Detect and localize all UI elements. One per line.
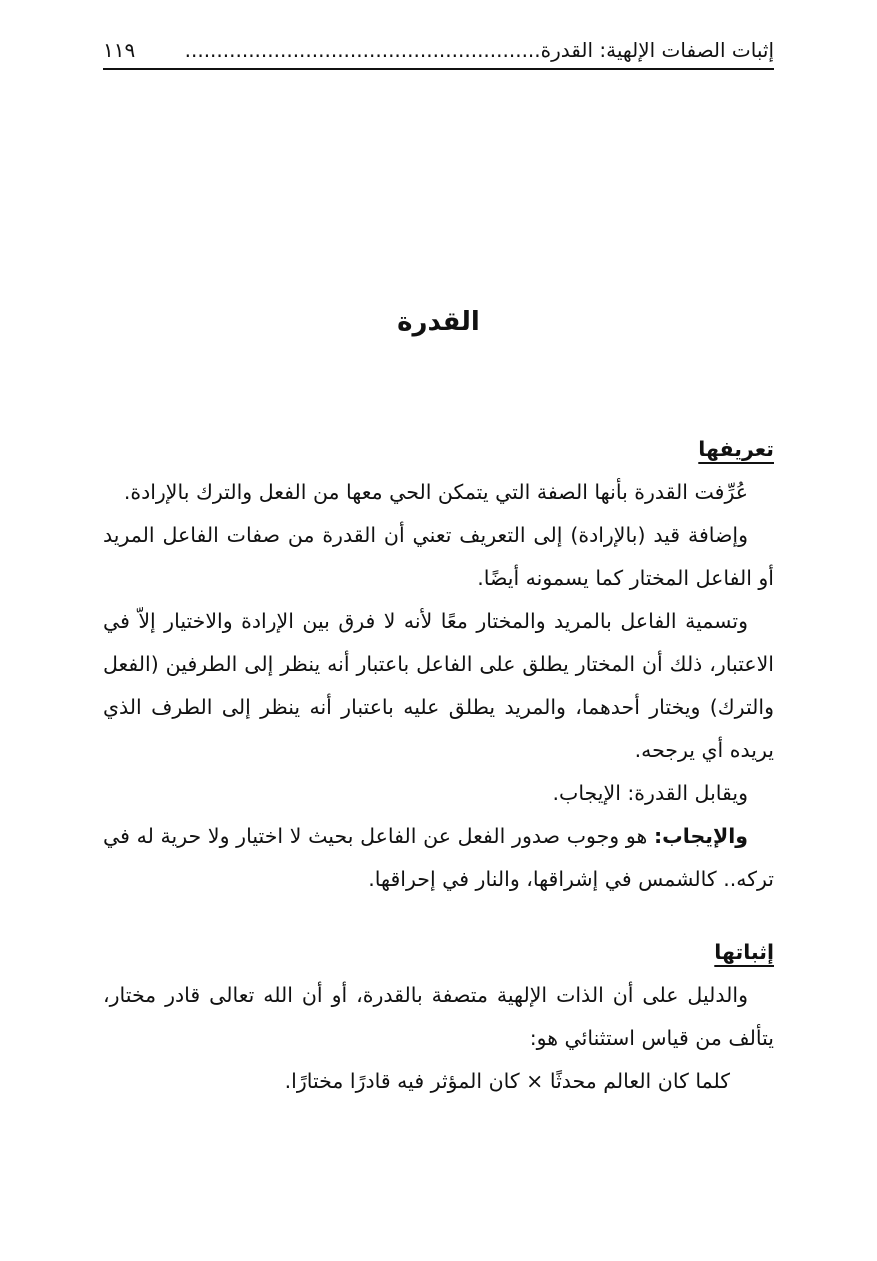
running-title-text: إثبات الصفات الإلهية: القدرة <box>540 38 774 62</box>
paragraph: وإضافة قيد (بالإرادة) إلى التعريف تعني أن القدرة من صفات الفاعل المريد أو الفاعل المختار كما يسمونه أيضًا. <box>103 523 774 590</box>
running-title <box>185 35 774 68</box>
syllogism-premise: كلما كان العالم محدثًا × كان المؤثر فيه قادرًا مختارًا. <box>284 1069 730 1093</box>
paragraph: والدليل على أن الذات الإلهية متصفة بالقدرة، أو أن الله تعالى قادر مختار، يتألف من قياس استثنائي هو: <box>103 983 774 1050</box>
paragraph: ويقابل القدرة: الإيجاب. <box>552 781 748 805</box>
section-heading-proof: إثباتها <box>714 940 774 964</box>
paragraph <box>103 815 774 901</box>
paragraph: وتسمية الفاعل بالمريد والمختار معًا لأنه لا فرق بين الإرادة والاختيار إلاّ في الاعتبار، ذلك أن المختار يطلق على الفاعل باعتبار أنه ينظر إلى الطرفين (الفعل والترك) ويختار أحدهما، والمريد يطلق عليه باعتبار أنه ينظر إلى الطرف الذي يريده أي يرجحه. <box>103 609 774 762</box>
page-body <box>103 428 774 1103</box>
paragraph: عُرِّفت القدرة بأنها الصفة التي يتمكن الحي معها من الفعل والترك بالإرادة. <box>123 480 748 504</box>
running-header <box>103 30 774 70</box>
leader-dots: ........................................................ <box>184 38 541 62</box>
section-heading-definition: تعريفها <box>698 437 774 461</box>
chapter-title: القدرة <box>397 307 480 337</box>
defined-term: والإيجاب: <box>653 824 748 848</box>
definition-text: هو وجوب صدور الفعل عن الفاعل بحيث لا اختيار ولا حرية له في تركه.. كالشمس في إشراقها، والنار في إحراقها. <box>103 824 774 891</box>
page-number: ١١٩ <box>103 38 136 62</box>
